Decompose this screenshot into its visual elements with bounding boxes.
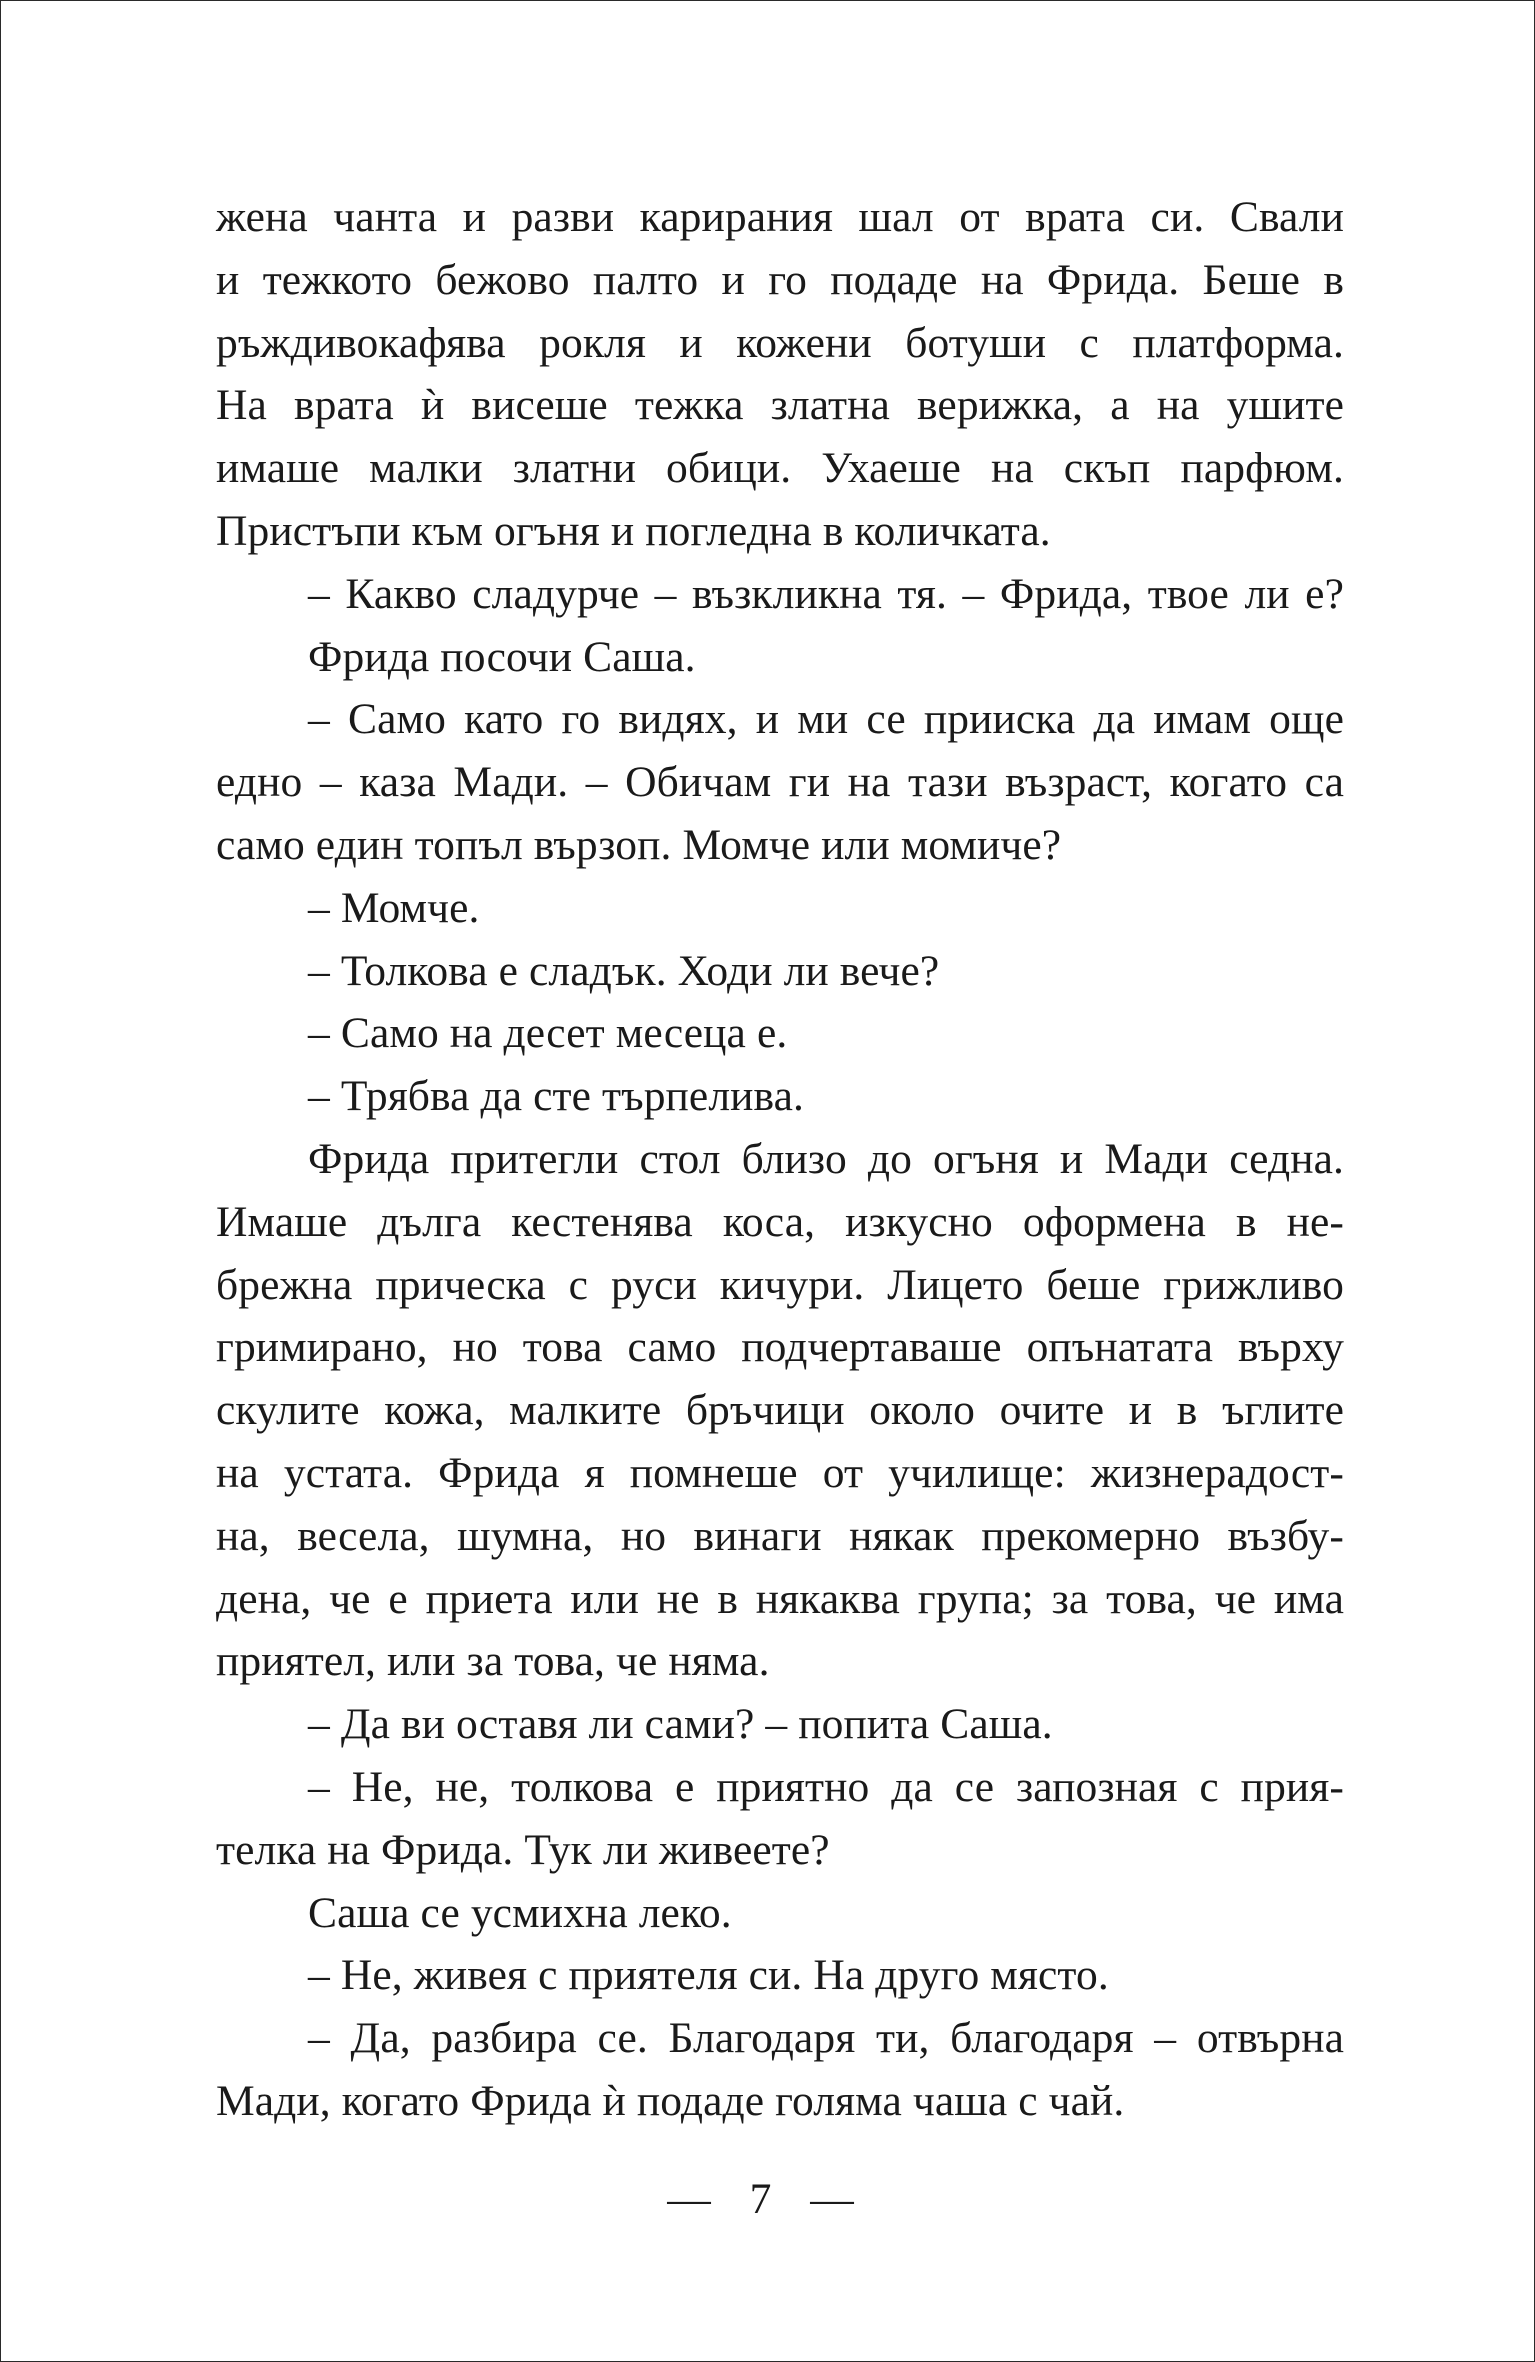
text-line: едно – каза Мади. – Обичам ги на тази възраст, когато са [216,758,1344,807]
text-line: дена, че е приета или не в някаква група; за това, че има [216,1574,1344,1623]
text-line: Мади, когато Фрида ѝ подаде голяма чаша с чай. [216,2076,1125,2125]
body-text [216,186,1344,2133]
text-line: Фрида посочи Саша. [308,632,696,681]
text-line: Имаше дълга кестенява коса, изкусно оформена в не- [216,1197,1344,1246]
text-line: – Какво сладурче – възкликна тя. – Фрида, твое ли е? [308,569,1344,618]
text-line: – Да ви оставя ли сами? – попита Саша. [308,1700,1053,1749]
text-line: жена чанта и разви карирания шал от врата си. Свали [216,193,1344,241]
text-line: само един топъл вързоп. Момче или момиче? [216,820,1062,869]
text-line: Фрида притегли стол близо до огъня и Мади седна. [308,1134,1344,1183]
text-line: – Толкова е сладък. Ходи ли вече? [308,946,940,995]
text-line: – Да, разбира се. Благодаря ти, благодаря – отвърна [308,2014,1344,2063]
text-line: – Само като го видях, и ми се прииска да имам още [308,695,1344,744]
text-line: на устата. Фрида я помнеше от училище: жизнерадост- [216,1448,1344,1497]
text-line: имаше малки златни обици. Ухаеше на скъп парфюм. [216,444,1344,493]
text-line: на, весела, шумна, но винаги някак прекомерно възбу- [216,1511,1344,1560]
text-line: гримирано, но това само подчертаваше опънатата върху [216,1323,1344,1372]
text-line: – Не, живея с приятеля си. На друго място. [308,1951,1109,2000]
text-line: ръждивокафява рокля и кожени ботуши с платформа. [216,318,1344,367]
text-line: – Момче. [308,883,480,932]
text-line: – Не, не, толкова е приятно да се запозная с прия- [308,1762,1344,1811]
text-line: телка на Фрида. Тук ли живеете? [216,1825,830,1874]
text-line: и тежкото бежово палто и го подаде на Фрида. Беше в [216,255,1344,304]
text-line: – Трябва да сте търпелива. [308,1072,804,1121]
page-number: — 7 — [667,2175,868,2223]
text-line: приятел, или за това, че няма. [216,1637,770,1686]
text-line: брежна прическа с руси кичури. Лицето беше грижливо [216,1260,1344,1309]
text-line: Пристъпи към огъня и погледна в количката. [216,506,1051,555]
text-line: Саша се усмихна леко. [308,1888,732,1937]
text-line: скулите кожа, малките бръчици около очите и в ъглите [216,1386,1344,1435]
text-line: На врата ѝ висеше тежка златна верижка, а на ушите [216,381,1344,430]
text-line: – Само на десет месеца е. [308,1009,788,1058]
